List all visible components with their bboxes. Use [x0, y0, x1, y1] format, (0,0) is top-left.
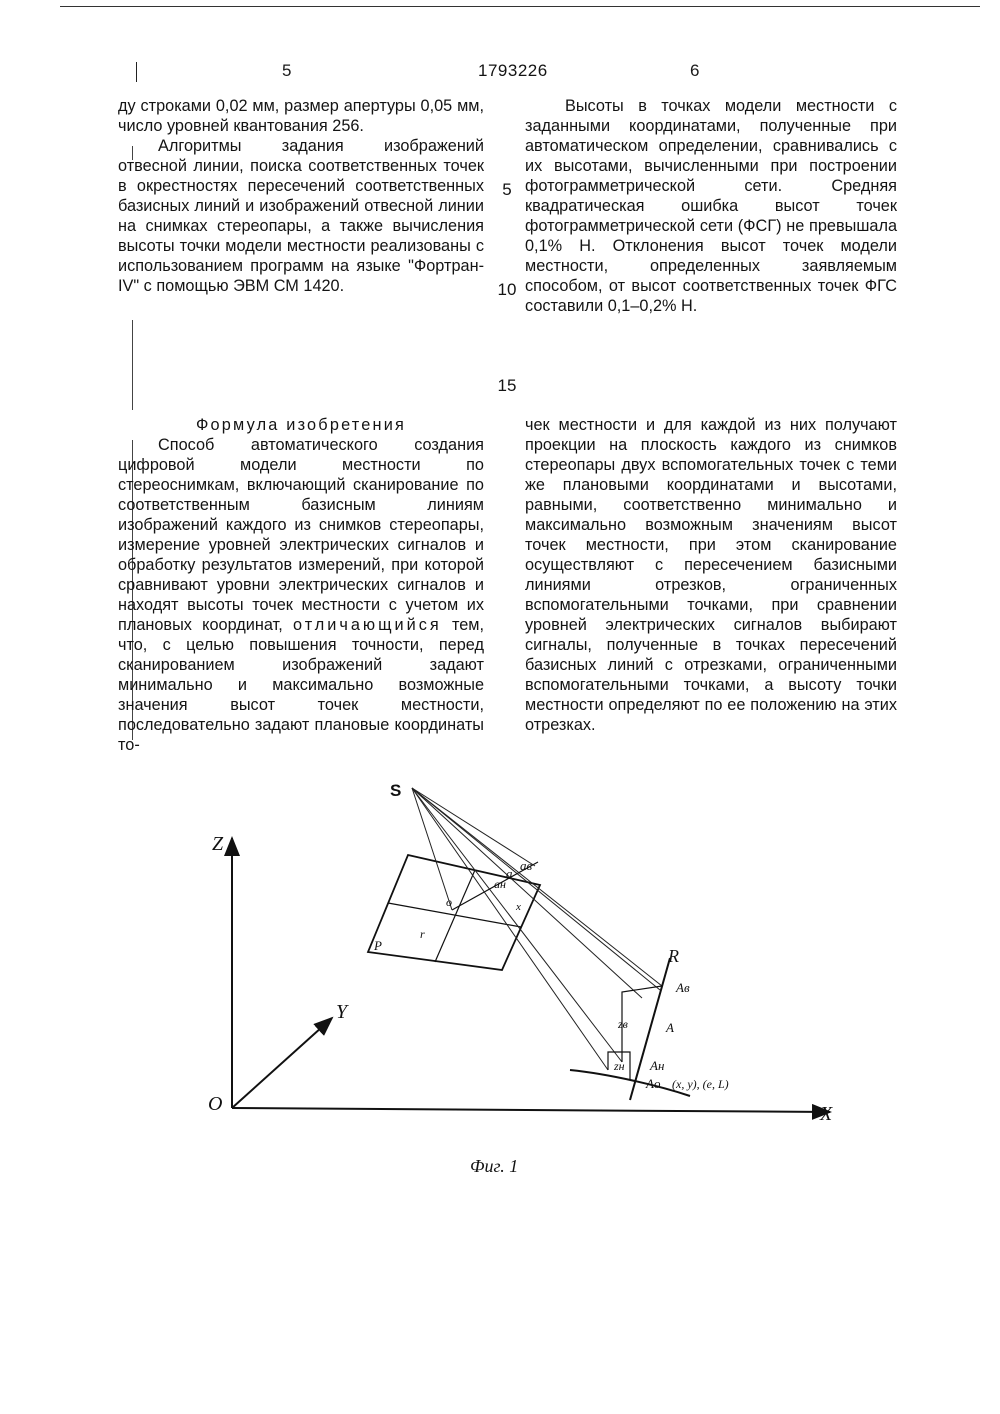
- label-r: r: [420, 927, 425, 941]
- label-A-b: Aв: [676, 980, 690, 995]
- right-column-top: [525, 96, 897, 316]
- margin-mark: [132, 320, 133, 410]
- projection-ray: [412, 788, 608, 1070]
- label-R: R: [668, 946, 679, 966]
- label-o: o: [446, 895, 452, 909]
- plane-axis: [388, 903, 521, 927]
- figure-caption: Фиг. 1: [470, 1156, 519, 1176]
- y-axis: [232, 1018, 332, 1108]
- label-x: x: [516, 901, 521, 913]
- left-column-claims: [118, 415, 484, 755]
- page-number-left: 5: [282, 61, 292, 80]
- label-A: A: [666, 1020, 674, 1035]
- claim-text-before: Способ автоматического создания цифровой модели местности по стереоснимкам, включающий сканирование по соответственным базисным линиям изображений каждого из снимков стереопары, измерение уровней электрических сигналов и обработку результатов измерений, при которой сравнивают уровни электрических сигналов и находят высоты точек местности с учетом их плановых координат,: [118, 436, 484, 634]
- plane-axis: [435, 870, 475, 962]
- header-margin-bar: [136, 62, 137, 82]
- projection-ray: [412, 788, 535, 866]
- figure-1-diagram: [190, 770, 850, 1190]
- right-column-claims: [525, 415, 897, 735]
- projection-ray: [412, 788, 622, 1062]
- claim-text: [118, 435, 484, 755]
- label-a: a: [506, 866, 513, 881]
- line-number: 5: [502, 180, 512, 199]
- projection-ray: [412, 788, 660, 990]
- label-A-n: Aн: [650, 1058, 665, 1073]
- label-a-n: aн: [494, 877, 506, 891]
- claim-text-after: тем, что, с целью повышения точности, перед сканированием изображений задают минимально и максимально возможные значения высот точек местности, последовательно задают плановые координаты то-: [118, 616, 484, 754]
- x-axis: [232, 1108, 830, 1112]
- patent-number: 1793226: [478, 61, 548, 80]
- label-X: X: [820, 1103, 833, 1125]
- claim-text-continued: чек местности и для каждой из них получают проекции на плоскость каждого из снимков стереопары двух вспомогательных точек с теми же плановыми координатами и высотами, равными, соответственно минимально и максимально возможным значениям высот точек местности, при этом сканирование осуществляют с пересечением базисными линиями отрезков, ограниченных вспомогательными точками, при сравнении уровней электрических сигналов выбирают сигналы, полученные в точках пересечений базисных линий с отрезками, ограниченными вспомогательными точками, а высоту точки местности определяют по ее положению на этих отрезках.: [525, 416, 897, 734]
- projection-ray: [412, 788, 662, 986]
- label-A-o: Ao: [646, 1076, 661, 1091]
- label-Y: Y: [336, 1001, 348, 1023]
- label-z-b: zв: [618, 1017, 628, 1031]
- label-coords: (x, y), (e, L): [672, 1077, 729, 1091]
- paragraph: Алгоритмы задания изображений отвесной линии, поиска соответственных точек в окрестностях пересечений соответственных базисных линий и изображений отвесной линии на снимках стереопары, а также вычисления высоты точки модели местности реализованы с использованием программ на языке "Фортран-IV" с помощью ЭВМ СМ 1420.: [118, 137, 484, 295]
- paragraph: Высоты в точках модели местности с заданными координатами, полученные при автоматическом определении, сравнивались с их высотами, вычисленными при построении фотограмметрической сети. Средняя квадратическая ошибка высот точек фотограмметрической сети (ФСГ) не превышала 0,1% Н. Отклонения высот точек модели местности, определенных заявляемым способом, от высот соответственных точек ФГС составили 0,1–0,2% Н.: [525, 97, 897, 315]
- top-rule: [60, 6, 980, 7]
- label-Z: Z: [212, 833, 224, 855]
- claim-distinguishing-word: отличающийся: [293, 616, 442, 634]
- label-S: S: [390, 781, 402, 800]
- left-column-top: [118, 96, 484, 296]
- label-z-n: zн: [614, 1059, 625, 1073]
- image-plane: [368, 855, 540, 970]
- label-a-b: aв: [520, 858, 533, 873]
- page-number-right: 6: [690, 61, 700, 80]
- label-P: P: [374, 938, 382, 953]
- label-O: O: [208, 1093, 223, 1115]
- paragraph: ду строками 0,02 мм, размер апертуры 0,05 мм, число уровней квантования 256.: [118, 97, 484, 135]
- line-number: 15: [497, 376, 517, 395]
- formula-title: Формула изобретения: [195, 416, 407, 434]
- line-number: 10: [497, 280, 517, 299]
